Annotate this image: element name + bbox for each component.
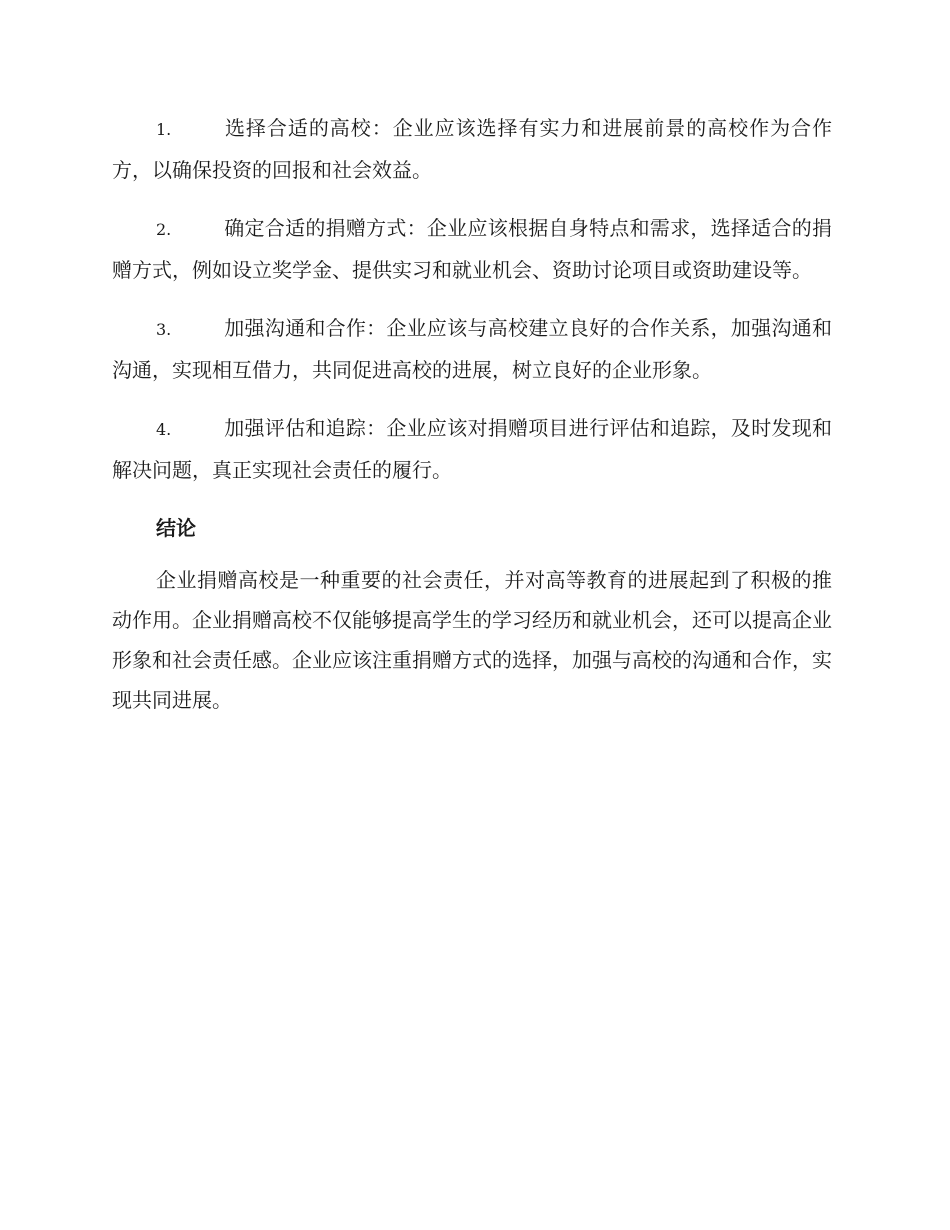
conclusion-heading: 结论	[156, 516, 196, 540]
list-item-1	[112, 108, 832, 190]
list-item-2	[112, 208, 832, 290]
list-item-3	[112, 308, 832, 390]
list-number: 4.	[156, 420, 172, 439]
list-text: 加强沟通和合作：企业应该与高校建立良好的合作关系，加强沟通和沟通，实现相互借力，共同促进高校的进展，树立良好的企业形象。	[112, 316, 832, 382]
list-number: 1.	[156, 120, 172, 139]
list-text: 选择合适的高校：企业应该选择有实力和进展前景的高校作为合作方，以确保投资的回报和社会效益。	[112, 116, 832, 182]
list-text: 确定合适的捐赠方式：企业应该根据自身特点和需求，选择适合的捐赠方式，例如设立奖学金、提供实习和就业机会、资助讨论项目或资助建设等。	[112, 216, 832, 282]
conclusion-paragraph: 企业捐赠高校是一种重要的社会责任，并对高等教育的进展起到了积极的推动作用。企业捐赠高校不仅能够提高学生的学习经历和就业机会，还可以提高企业形象和社会责任感。企业应该注重捐赠方式的选择，加强与高校的沟通和合作，实现共同进展。	[112, 568, 832, 712]
list-number: 3.	[156, 320, 172, 339]
list-item-4	[112, 408, 832, 490]
list-number: 2.	[156, 220, 172, 239]
document-page	[112, 108, 832, 720]
list-text: 加强评估和追踪：企业应该对捐赠项目进行评估和追踪，及时发现和解决问题，真正实现社会责任的履行。	[112, 416, 832, 482]
